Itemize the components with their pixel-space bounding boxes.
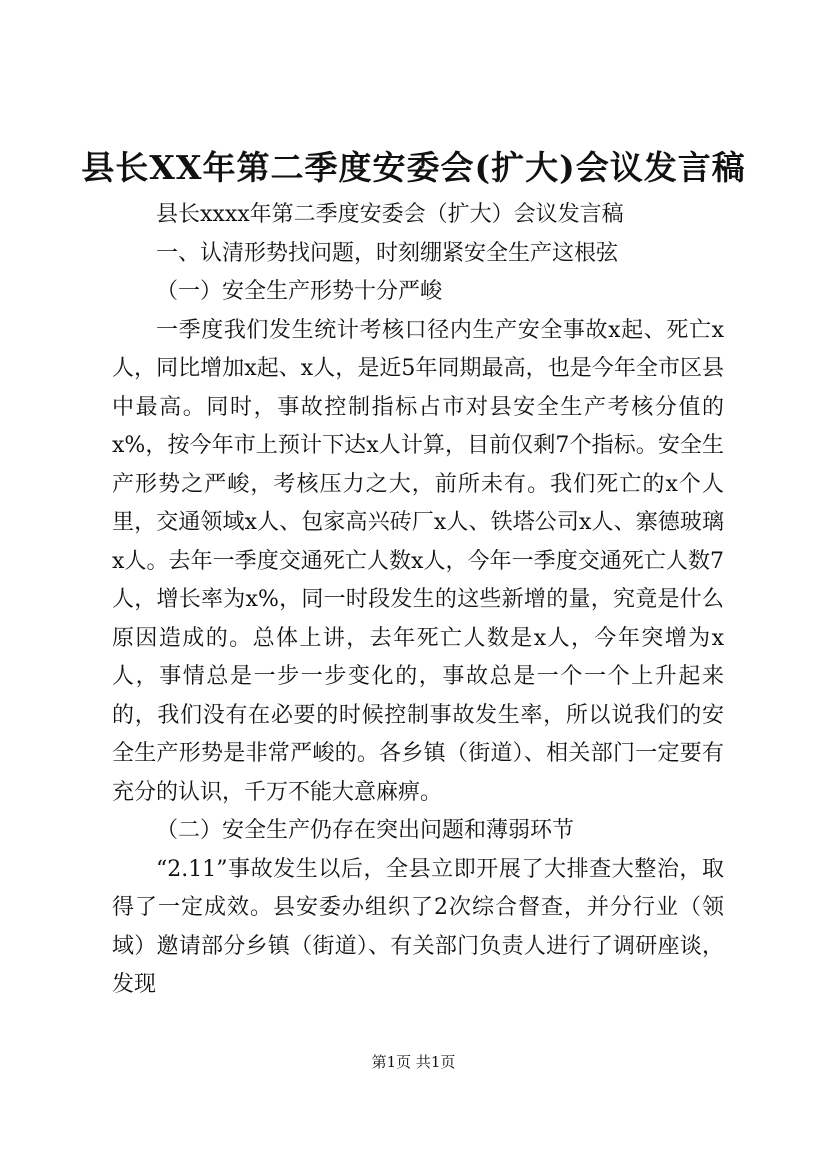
document-title: 县长XX年第二季度安委会(扩大)会议发言稿	[81, 148, 746, 187]
page-footer: 第1页 共1页	[371, 1053, 456, 1071]
body-paragraph: “2.11”事故发生以后，全县立即开展了大排查大整治，取得了一定成效。县安委办组织了2次综合督查，并分行业（领域）邀请部分乡镇（街道）、有关部门负责人进行了调研座谈，发现	[112, 856, 724, 997]
document-body	[112, 196, 724, 1005]
subtitle-paragraph: 县长xxxx年第二季度安委会（扩大）会议发言稿	[156, 202, 624, 227]
body-paragraph: 一季度我们发生统计考核口径内生产安全事故x起、死亡x人，同比增加x起、x人，是近5年同期最高，也是今年全市区县中最高。同时，事故控制指标占市对县安全生产考核分值的x%，按今年市上预计下达x人计算，目前仅剩7个指标。安全生产形势之严峻，考核压力之大，前所未有。我们死亡的x个人里，交通领域x人、包家高兴砖厂x人、铁塔公司x人、寨德玻璃x人。去年一季度交通死亡人数x人，今年一季度交通死亡人数7人，增长率为x%，同一时段发生的这些新增的量，究竟是什么原因造成的。总体上讲，去年死亡人数是x人，今年突增为x人，事情总是一步一步变化的，事故总是一个一个上升起来的，我们没有在必要的时候控制事故发生率，所以说我们的安全生产形势是非常严峻的。各乡镇（街道）、相关部门一定要有充分的认识，千万不能大意麻痹。	[112, 317, 724, 805]
subsection-heading: （二）安全生产仍存在突出问题和薄弱环节	[156, 818, 575, 843]
subsection-heading: （一）安全生产形势十分严峻	[156, 279, 443, 304]
section-heading: 一、认清形势找问题，时刻绷紧安全生产这根弦	[156, 240, 619, 266]
